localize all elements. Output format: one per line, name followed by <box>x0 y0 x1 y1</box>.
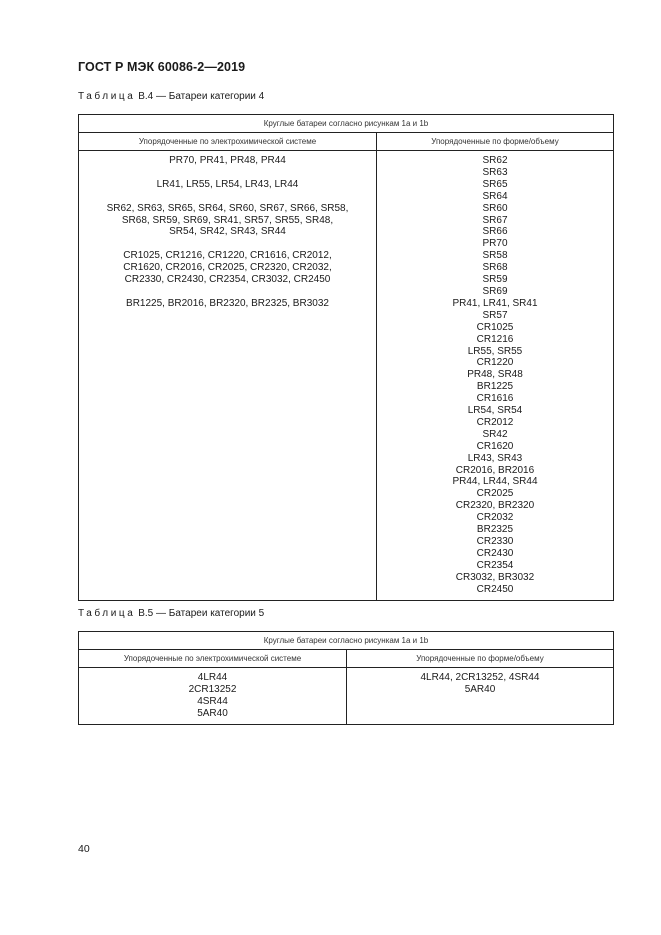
list-item: 4LR44, 2CR13252, 4SR44 <box>420 672 540 683</box>
electrochemical-list <box>79 668 346 724</box>
list-item: CR1025 <box>476 321 514 333</box>
list-item: PR48, SR48 <box>467 369 523 381</box>
list-item: SR60 <box>482 202 508 214</box>
table-b4 <box>78 114 614 601</box>
list-item: 4SR44 <box>197 695 228 707</box>
table-b4-col1-cell <box>79 151 377 601</box>
shape-volume-list <box>377 151 613 600</box>
list-item: SR57 <box>482 309 508 321</box>
table-b4-col2-cell <box>377 151 614 601</box>
caption-prefix: Таблица <box>78 608 136 619</box>
list-item: SR63 <box>482 166 508 178</box>
table-b4-caption <box>78 91 264 102</box>
list-item: CR1025, CR1216, CR1220, CR1616, CR2012, <box>123 250 332 262</box>
list-item: CR2430 <box>476 547 514 559</box>
list-item: BR1225, BR2016, BR2320, BR2325, BR3032 <box>126 297 329 309</box>
document-header: ГОСТ Р МЭК 60086-2—2019 <box>78 60 246 74</box>
table-b5-col1-cell <box>79 668 347 725</box>
list-item: CR2016, BR2016 <box>455 464 535 476</box>
electrochemical-list <box>79 151 376 314</box>
list-item: LR55, SR55 <box>467 345 523 357</box>
list-item: SR62, SR63, SR65, SR64, SR60, SR67, SR66, SR58, <box>106 202 349 214</box>
list-item: CR2330, CR2430, CR2354, CR3032, CR2450 <box>124 274 331 286</box>
list-item: PR41, LR41, SR41 <box>452 297 538 309</box>
table-b5 <box>78 631 614 725</box>
list-item: CR2330 <box>476 536 514 547</box>
list-item: SR62 <box>482 155 508 166</box>
caption-text: В.4 — Батареи категории 4 <box>135 91 265 102</box>
list-item: CR1620, CR2016, CR2025, CR2320, CR2032, <box>123 262 332 274</box>
list-item: CR1216 <box>476 333 514 345</box>
list-item: LR41, LR55, LR54, LR43, LR44 <box>156 178 299 190</box>
battery-group <box>83 250 372 286</box>
table-b5-col1-header: Упорядоченные по электрохимической системе <box>79 650 347 668</box>
list-item: PR70 <box>482 238 508 250</box>
list-item: CR2450 <box>476 583 514 595</box>
list-item: PR44, LR44, SR44 <box>452 476 538 488</box>
list-item: SR58 <box>482 250 508 262</box>
battery-group <box>83 155 372 167</box>
table-b5-col2-header: Упорядоченные по форме/объему <box>347 650 614 668</box>
list-item: CR1220 <box>476 357 514 369</box>
list-item: CR2354 <box>476 559 514 571</box>
page-number: 40 <box>78 843 90 855</box>
list-item: CR2032 <box>476 512 514 524</box>
list-item: SR66 <box>482 226 508 238</box>
battery-group <box>83 298 372 310</box>
list-item: BR1225 <box>476 381 514 393</box>
list-item: SR64 <box>482 190 508 202</box>
list-item: 5AR40 <box>464 683 496 695</box>
battery-group <box>83 179 372 191</box>
list-item: SR42 <box>482 428 508 440</box>
table-b5-col2-cell <box>347 668 614 725</box>
list-item: SR67 <box>482 214 508 226</box>
list-item: CR3032, BR3032 <box>455 571 535 583</box>
battery-group <box>83 203 372 239</box>
list-item: SR65 <box>482 178 508 190</box>
list-item: SR59 <box>482 274 508 286</box>
list-item: 5AR40 <box>197 707 228 719</box>
list-item: LR43, SR43 <box>467 452 523 464</box>
list-item: CR2320, BR2320 <box>455 500 535 512</box>
list-item: BR2325 <box>476 524 514 536</box>
table-b5-top-header: Круглые батареи согласно рисункам 1a и 1b <box>79 632 614 650</box>
list-item: CR2012 <box>476 416 514 428</box>
list-item: SR68 <box>482 262 508 274</box>
caption-text: В.5 — Батареи категории 5 <box>135 608 265 619</box>
list-item: SR54, SR42, SR43, SR44 <box>169 226 286 238</box>
list-item: 2CR13252 <box>188 683 237 695</box>
table-b4-top-header: Круглые батареи согласно рисункам 1a и 1b <box>79 115 614 133</box>
table-b4-col2-header: Упорядоченные по форме/объему <box>377 133 614 151</box>
list-item: PR70, PR41, PR48, PR44 <box>169 155 286 166</box>
list-item: CR1616 <box>476 393 514 405</box>
table-b4-col1-header: Упорядоченные по электрохимической системе <box>79 133 377 151</box>
list-item: SR68, SR59, SR69, SR41, SR57, SR55, SR48, <box>121 214 334 226</box>
list-item: CR2025 <box>476 488 514 500</box>
list-item: SR69 <box>482 285 508 297</box>
list-item: CR1620 <box>476 440 514 452</box>
shape-volume-list <box>347 668 613 700</box>
list-item: 4LR44 <box>197 672 228 683</box>
table-b5-caption <box>78 608 264 619</box>
caption-prefix: Таблица <box>78 91 136 102</box>
list-item: LR54, SR54 <box>467 405 523 417</box>
